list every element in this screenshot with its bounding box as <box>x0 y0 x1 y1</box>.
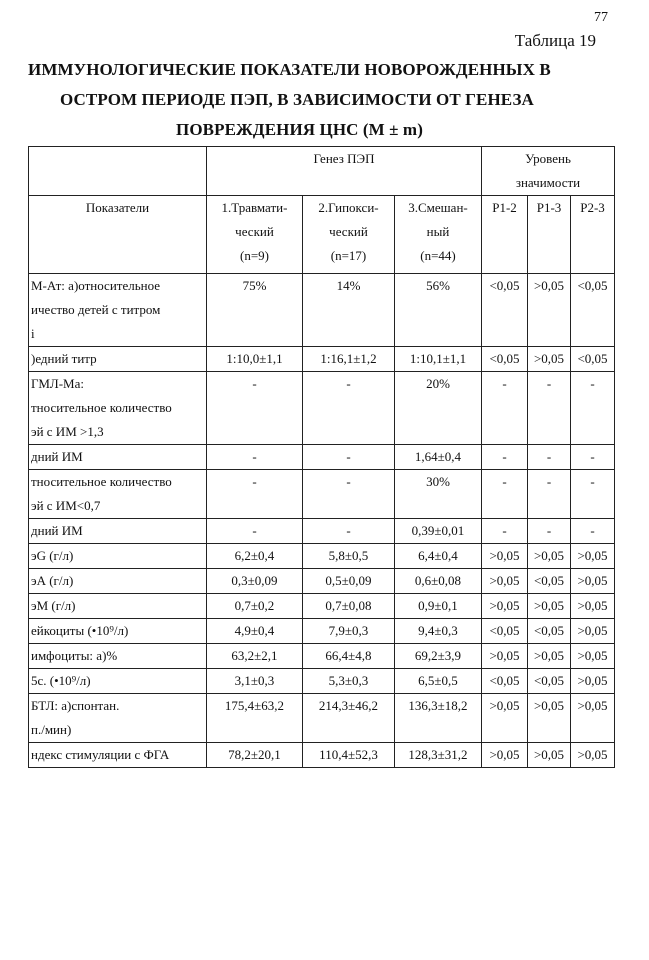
group-2-value: 5,3±0,3 <box>303 669 395 694</box>
group-2-line-2: ческий <box>329 224 368 239</box>
p23-value: - <box>571 470 615 519</box>
p23-value: >0,05 <box>571 669 615 694</box>
group-2-value: 214,3±46,2 <box>303 694 395 743</box>
group-1-value: 4,9±0,4 <box>207 619 303 644</box>
group-1-count: (n=9) <box>240 248 269 263</box>
group-2-value: 14% <box>303 274 395 347</box>
group-1-value: 78,2±20,1 <box>207 743 303 768</box>
group-3-value: 0,6±0,08 <box>395 569 482 594</box>
indicator-label-line: ичество детей с титром <box>31 302 161 317</box>
indicator-label-line: эМ (г/л) <box>31 598 76 613</box>
group-1-value: 6,2±0,4 <box>207 544 303 569</box>
p13-value: <0,05 <box>528 669 571 694</box>
indicator-label-line: дний ИМ <box>31 449 83 464</box>
group-2-value: 1:16,1±1,2 <box>303 347 395 372</box>
p12-value: >0,05 <box>482 544 528 569</box>
significance-header <box>482 147 615 196</box>
indicator-label-line: тносительное количество <box>31 474 172 489</box>
p23-value: - <box>571 445 615 470</box>
indicator-label <box>29 644 207 669</box>
p12-value: - <box>482 372 528 445</box>
group-1-value: 3,1±0,3 <box>207 669 303 694</box>
indicator-label-line: эG (г/л) <box>31 548 74 563</box>
p23-value: >0,05 <box>571 544 615 569</box>
group-3-count: (n=44) <box>420 248 456 263</box>
table-row <box>29 644 615 669</box>
p23-value: >0,05 <box>571 743 615 768</box>
p13-value: <0,05 <box>528 619 571 644</box>
indicator-label <box>29 619 207 644</box>
p12-value: >0,05 <box>482 743 528 768</box>
title-line-3: ПОВРЕЖДЕНИЯ ЦНС (М ± m) <box>176 120 423 139</box>
indicator-label <box>29 347 207 372</box>
indicator-header: Показатели <box>29 196 207 274</box>
group-1-value: 63,2±2,1 <box>207 644 303 669</box>
group-1-value: - <box>207 372 303 445</box>
table-row <box>29 372 615 445</box>
group-3-value: 128,3±31,2 <box>395 743 482 768</box>
indicator-label-line: ейкоциты (•10⁹/л) <box>31 623 129 638</box>
group-2-value: - <box>303 445 395 470</box>
indicator-label <box>29 470 207 519</box>
group-1-value: 175,4±63,2 <box>207 694 303 743</box>
p13-value: >0,05 <box>528 274 571 347</box>
table-row <box>29 619 615 644</box>
group-3-value: 56% <box>395 274 482 347</box>
group-2-value: 0,5±0,09 <box>303 569 395 594</box>
group-1-value: - <box>207 470 303 519</box>
p13-value: >0,05 <box>528 544 571 569</box>
p13-value: >0,05 <box>528 644 571 669</box>
group-3-value: 1:10,1±1,1 <box>395 347 482 372</box>
p13-header: Р1-3 <box>528 196 571 274</box>
indicator-label-line: эй с ИМ<0,7 <box>31 498 101 513</box>
p23-value: <0,05 <box>571 274 615 347</box>
p23-value: >0,05 <box>571 569 615 594</box>
table-row <box>29 274 615 347</box>
indicator-label-line: ГМЛ-Ма: <box>31 376 84 391</box>
p13-value: <0,05 <box>528 569 571 594</box>
indicator-label-line: эй с ИМ >1,3 <box>31 424 104 439</box>
indicator-label <box>29 372 207 445</box>
group-1-value: - <box>207 519 303 544</box>
group-3-value: 1,64±0,4 <box>395 445 482 470</box>
indicator-label-line: БТЛ: а)спонтан. <box>31 698 120 713</box>
indicator-label-line: )едний титр <box>31 351 97 366</box>
group-3-value: 136,3±18,2 <box>395 694 482 743</box>
p23-value: <0,05 <box>571 347 615 372</box>
indicator-label-line: ндекс стимуляции с ФГА <box>31 747 170 762</box>
group-2-value: 7,9±0,3 <box>303 619 395 644</box>
group-1-value: 1:10,0±1,1 <box>207 347 303 372</box>
indicator-label <box>29 519 207 544</box>
group-2-value: 5,8±0,5 <box>303 544 395 569</box>
indicator-label <box>29 743 207 768</box>
p12-value: >0,05 <box>482 594 528 619</box>
group-2-value: 110,4±52,3 <box>303 743 395 768</box>
group-3-value: 69,2±3,9 <box>395 644 482 669</box>
p12-value: >0,05 <box>482 569 528 594</box>
group-2-line-1: 2.Гипокси- <box>318 200 379 215</box>
group-3-value: 6,5±0,5 <box>395 669 482 694</box>
group-3-value: 9,4±0,3 <box>395 619 482 644</box>
p12-value: - <box>482 445 528 470</box>
indicator-label <box>29 594 207 619</box>
p13-value: - <box>528 372 571 445</box>
group-1-line-1: 1.Травмати- <box>221 200 288 215</box>
group-2-value: 66,4±4,8 <box>303 644 395 669</box>
group-1-value: 0,3±0,09 <box>207 569 303 594</box>
p12-value: <0,05 <box>482 669 528 694</box>
group-3-header <box>395 196 482 274</box>
indicator-label-line: тносительное количество <box>31 400 172 415</box>
p13-value: >0,05 <box>528 743 571 768</box>
header-row-genesis <box>29 147 615 196</box>
group-3-value: 20% <box>395 372 482 445</box>
indicator-label-line: п./мин) <box>31 722 72 737</box>
p12-value: <0,05 <box>482 619 528 644</box>
p23-header: Р2-3 <box>571 196 615 274</box>
indicator-label <box>29 669 207 694</box>
table-row <box>29 470 615 519</box>
significance-header-line-1: Уровень <box>525 151 571 166</box>
p23-value: - <box>571 519 615 544</box>
group-3-line-2: ный <box>426 224 450 239</box>
table-row <box>29 694 615 743</box>
indicator-label-line: 5с. (•10⁹/л) <box>31 673 91 688</box>
p13-value: >0,05 <box>528 594 571 619</box>
p12-header: Р1-2 <box>482 196 528 274</box>
significance-header-line-2: значимости <box>515 175 581 190</box>
group-2-value: - <box>303 470 395 519</box>
group-1-value: 75% <box>207 274 303 347</box>
p23-value: >0,05 <box>571 619 615 644</box>
group-3-value: 6,4±0,4 <box>395 544 482 569</box>
group-2-value: 0,7±0,08 <box>303 594 395 619</box>
table-row <box>29 594 615 619</box>
table-row <box>29 519 615 544</box>
indicator-label-line: i <box>31 326 35 341</box>
genesis-header: Генез ПЭП <box>207 147 482 196</box>
group-1-line-2: ческий <box>235 224 274 239</box>
page-number: 77 <box>594 10 608 25</box>
immunology-table <box>28 146 615 768</box>
p12-value: <0,05 <box>482 347 528 372</box>
group-3-value: 30% <box>395 470 482 519</box>
group-3-value: 0,39±0,01 <box>395 519 482 544</box>
group-3-value: 0,9±0,1 <box>395 594 482 619</box>
group-1-value: 0,7±0,2 <box>207 594 303 619</box>
group-1-value: - <box>207 445 303 470</box>
p13-value: >0,05 <box>528 694 571 743</box>
table-reference: Таблица 19 <box>514 31 596 50</box>
indicator-label <box>29 569 207 594</box>
p12-value: - <box>482 470 528 519</box>
table-row <box>29 544 615 569</box>
table-row <box>29 347 615 372</box>
header-row-columns <box>29 196 615 274</box>
corner-cell <box>29 147 207 196</box>
p13-value: - <box>528 519 571 544</box>
group-2-value: - <box>303 372 395 445</box>
p12-value: >0,05 <box>482 694 528 743</box>
p12-value: - <box>482 519 528 544</box>
indicator-label <box>29 694 207 743</box>
indicator-label <box>29 274 207 347</box>
indicator-label <box>29 544 207 569</box>
p23-value: - <box>571 372 615 445</box>
indicator-label-line: имфоциты: а)% <box>31 648 118 663</box>
group-1-header <box>207 196 303 274</box>
p23-value: >0,05 <box>571 694 615 743</box>
group-3-line-1: 3.Смешан- <box>408 200 468 215</box>
p12-value: <0,05 <box>482 274 528 347</box>
group-2-value: - <box>303 519 395 544</box>
indicator-label-line: дний ИМ <box>31 523 83 538</box>
indicator-label-line: эА (г/л) <box>31 573 74 588</box>
p23-value: >0,05 <box>571 644 615 669</box>
p23-value: >0,05 <box>571 594 615 619</box>
group-2-count: (n=17) <box>330 248 367 263</box>
table-row <box>29 669 615 694</box>
indicator-label <box>29 445 207 470</box>
indicator-label-line: М-Ат: а)относительное <box>31 278 161 293</box>
p13-value: >0,05 <box>528 347 571 372</box>
title-line-1: ИММУНОЛОГИЧЕСКИЕ ПОКАЗАТЕЛИ НОВОРОЖДЕННЫХ В <box>28 60 551 79</box>
group-2-header <box>303 196 395 274</box>
table-row <box>29 445 615 470</box>
p13-value: - <box>528 470 571 519</box>
table-row <box>29 743 615 768</box>
p12-value: >0,05 <box>482 644 528 669</box>
table-row <box>29 569 615 594</box>
title-line-2: ОСТРОМ ПЕРИОДЕ ПЭП, В ЗАВИСИМОСТИ ОТ ГЕНЕЗА <box>60 90 534 109</box>
p13-value: - <box>528 445 571 470</box>
